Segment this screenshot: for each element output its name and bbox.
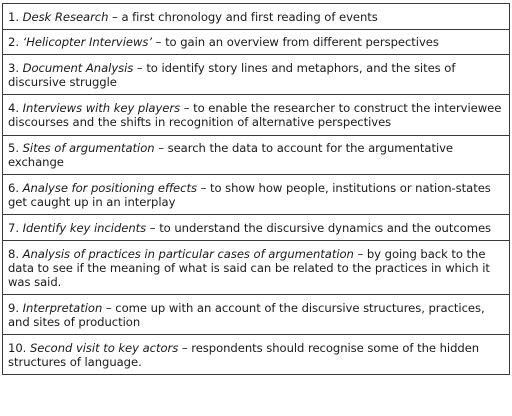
step-term: Interviews with key players: [22, 101, 181, 115]
step-cell: [3, 136, 510, 175]
table-row: [3, 335, 510, 375]
step-term: Analysis of practices in particular cases of argumentation: [22, 246, 354, 261]
step-separator: –: [146, 220, 160, 235]
step-separator: –: [152, 35, 166, 49]
step-cell: [3, 175, 510, 215]
step-term: Second visit to key actors: [29, 340, 179, 355]
table-row: [3, 95, 510, 136]
step-description: to identify story lines and metaphors, and the sites of discursive struggle: [8, 60, 456, 89]
step-term: ‘Helicopter Interviews’: [22, 35, 153, 49]
step-term: Sites of argumentation: [22, 141, 155, 155]
step-number: 10.: [8, 340, 27, 355]
step-term: Identify key incidents: [22, 220, 147, 235]
steps-table: [2, 3, 510, 375]
step-cell: [3, 241, 510, 295]
step-description: search the data to account for the argumentative exchange: [8, 141, 454, 169]
step-number: 1.: [8, 9, 19, 24]
step-description: by going back to the data to see if the meaning of what is said can be related to the practices in which it was said.: [8, 246, 490, 289]
step-description: respondents should recognise some of the hidden structures of language.: [8, 340, 480, 369]
step-cell: [3, 335, 510, 375]
step-number: 4.: [8, 101, 19, 115]
step-number: 9.: [8, 300, 19, 315]
table-row: [3, 30, 510, 55]
step-cell: [3, 295, 510, 335]
table-row: [3, 4, 510, 30]
table-row: [3, 241, 510, 295]
step-separator: –: [180, 101, 194, 115]
step-separator: –: [196, 180, 210, 195]
step-number: 5.: [8, 141, 19, 155]
step-description: to show how people, institutions or nation-states get caught up in an interplay: [8, 180, 491, 209]
table-row: [3, 136, 510, 175]
step-separator: –: [353, 246, 367, 261]
step-description: to understand the discursive dynamics and the outcomes: [159, 220, 492, 235]
step-cell: [3, 95, 510, 136]
table-row: [3, 295, 510, 335]
step-number: 3.: [8, 60, 19, 75]
step-term: Document Analysis: [22, 60, 134, 75]
step-separator: –: [154, 141, 168, 155]
step-separator: –: [108, 9, 122, 24]
step-description: to gain an overview from different perspectives: [165, 35, 439, 49]
step-number: 7.: [8, 220, 19, 235]
step-description: come up with an account of the discursive structures, practices, and sites of production: [8, 300, 485, 329]
step-term: Interpretation: [22, 300, 103, 315]
step-separator: –: [178, 340, 192, 355]
step-cell: [3, 30, 510, 55]
step-number: 6.: [8, 180, 19, 195]
step-description: to enable the researcher to construct the interviewee discourses and the shifts in recognition of alternative perspectives: [8, 101, 502, 129]
step-term: Desk Research: [22, 9, 109, 24]
step-description: a first chronology and first reading of events: [121, 9, 378, 24]
table-row: [3, 55, 510, 95]
step-cell: [3, 4, 510, 30]
table-row: [3, 175, 510, 215]
step-term: Analyse for positioning effects: [22, 180, 197, 195]
step-cell: [3, 215, 510, 241]
step-separator: –: [133, 60, 147, 75]
table-row: [3, 215, 510, 241]
step-cell: [3, 55, 510, 95]
step-number: 2.: [8, 35, 19, 49]
step-number: 8.: [8, 246, 19, 261]
step-separator: –: [102, 300, 116, 315]
